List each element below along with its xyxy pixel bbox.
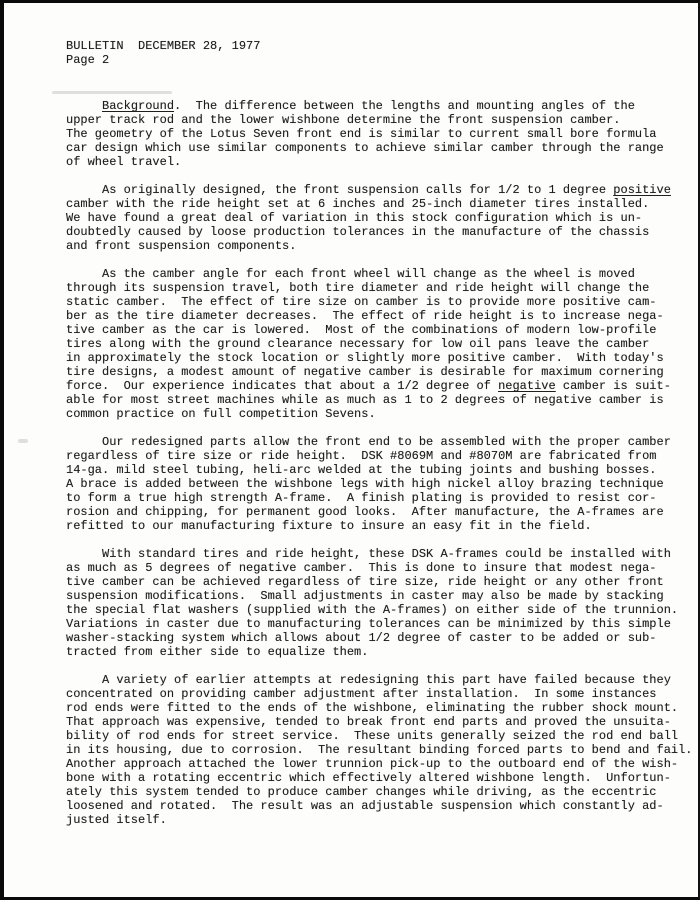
- header-bulletin-date: BULLETIN DECEMBER 28, 1977: [66, 39, 261, 53]
- text-line: Variations in caster due to manufacturing tolerances can be minimized by this simple: [66, 617, 671, 631]
- text-line: [66, 99, 698, 113]
- text-line: and front suspension components.: [66, 239, 297, 253]
- text-line: loosened and rotated. The result was an adjustable suspension which constantly ad-: [66, 799, 664, 813]
- text-line: tive camber as the car is lowered. Most of the combinations of modern low-profile: [66, 323, 657, 337]
- text-line: washer-stacking system which allows about 1/2 degree of caster to be added or sub-: [66, 631, 657, 645]
- text-line: tive camber can be achieved regardless of tire size, ride height or any other front: [66, 575, 664, 589]
- text-line: Our redesigned parts allow the front end to be assembled with the proper camber: [66, 435, 671, 449]
- text-line: justed itself.: [66, 813, 167, 827]
- text-segment: camber is suit-: [555, 379, 671, 393]
- text-line: of wheel travel.: [66, 155, 182, 169]
- paragraph: [66, 99, 698, 169]
- text-line: A brace is added between the wishbone legs with high nickel alloy brazing technique: [66, 477, 664, 491]
- text-segment: . The difference between the lengths and mounting angles of the: [174, 99, 635, 113]
- text-line: rosion and chipping, for permanent good looks. After manufacture, the A-frames are: [66, 505, 664, 519]
- text-line: With standard tires and ride height, these DSK A-frames could be installed with: [66, 547, 671, 561]
- text-line: able for most street machines while as much as 1 to 2 degrees of negative camber is: [66, 393, 664, 407]
- text-line: concentrated on providing camber adjustment after installation. In some instances: [66, 687, 657, 701]
- text-line: tire designs, a modest amount of negative camber is desirable for maximum cornering: [66, 365, 664, 379]
- text-line: regardless of tire size or ride height. DSK #8069M and #8070M are fabricated from: [66, 449, 657, 463]
- text-line: ately this system tended to produce camber changes while driving, as the eccentric: [66, 785, 657, 799]
- text-line: The geometry of the Lotus Seven front end is similar to current small bore formula: [66, 127, 657, 141]
- text-line: We have found a great deal of variation in this stock configuration which is un-: [66, 211, 643, 225]
- text-line: tires along with the ground clearance necessary for low oil pans leave the camber: [66, 337, 650, 351]
- document-header: [66, 39, 698, 67]
- text-line: suspension modifications. Small adjustments in caster may also be made by stacking: [66, 589, 664, 603]
- text-line: through its suspension travel, both tire diameter and ride height will change the: [66, 281, 650, 295]
- text-segment: force. Our experience indicates that about a 1/2 degree of: [66, 379, 499, 393]
- text-line: [66, 379, 698, 393]
- underlined-text: positive: [613, 183, 671, 197]
- paragraph: [66, 547, 698, 659]
- underlined-text: Background: [102, 99, 175, 113]
- text-line: [66, 183, 698, 197]
- text-line: bility of rod ends for street service. These units generally seized the rod end ball: [66, 729, 679, 743]
- text-line: static camber. The effect of tire size on camber is to provide more positive cam-: [66, 295, 657, 309]
- text-line: as much as 5 degrees of negative camber. This is done to insure that modest nega-: [66, 561, 657, 575]
- text-line: rod ends were fitted to the ends of the wishbone, eliminating the rubber shock mount.: [66, 701, 679, 715]
- photocopy-smudge: [18, 439, 28, 443]
- text-segment: As originally designed, the front suspension calls for 1/2 to 1 degree: [66, 183, 614, 197]
- text-line: in approximately the stock location or slightly more positive camber. With today's: [66, 351, 664, 365]
- text-line: Another approach attached the lower trunnion pick-up to the outboard end of the wish-: [66, 757, 679, 771]
- paragraph: [66, 267, 698, 421]
- text-line: car design which use similar components to achieve similar camber through the range: [66, 141, 664, 155]
- text-line: 14-ga. mild steel tubing, heli-arc welded at the tubing joints and bushing bosses.: [66, 463, 657, 477]
- text-line: the special flat washers (supplied with the A-frames) on either side of the trunnion.: [66, 603, 679, 617]
- text-line: tracted from either side to equalize them.: [66, 645, 369, 659]
- text-line: upper track rod and the lower wishbone determine the front suspension camber.: [66, 113, 621, 127]
- text-line: to form a true high strength A-frame. A finish plating is provided to resist cor-: [66, 491, 657, 505]
- text-line: camber with the ride height set at 6 inches and 25-inch diameter tires installed.: [66, 197, 650, 211]
- text-line: As the camber angle for each front wheel will change as the wheel is moved: [66, 267, 635, 281]
- document-content: [66, 39, 698, 841]
- text-line: refitted to our manufacturing fixture to insure an easy fit in the field.: [66, 519, 592, 533]
- text-segment: [66, 99, 102, 113]
- text-line: A variety of earlier attempts at redesigning this part have failed because they: [66, 673, 671, 687]
- text-line: That approach was expensive, tended to break front end parts and proved the unsuita-: [66, 715, 671, 729]
- text-line: in its housing, due to corrosion. The resultant binding forced parts to bend and fail.: [66, 743, 693, 757]
- paragraph: [66, 183, 698, 253]
- document-body: [66, 99, 698, 827]
- paragraph: [66, 673, 698, 827]
- paragraph: [66, 435, 698, 533]
- text-line: common practice on full competition Sevens.: [66, 407, 376, 421]
- header-page-number: Page 2: [66, 53, 110, 67]
- text-line: bone with a rotating eccentric which effectively altered wishbone length. Unfortun-: [66, 771, 671, 785]
- text-line: doubtedly caused by loose production tolerances in the manufacture of the chassis: [66, 225, 650, 239]
- underlined-text: negative: [498, 379, 556, 393]
- text-line: ber as the tire diameter decreases. The effect of ride height is to increase nega-: [66, 309, 664, 323]
